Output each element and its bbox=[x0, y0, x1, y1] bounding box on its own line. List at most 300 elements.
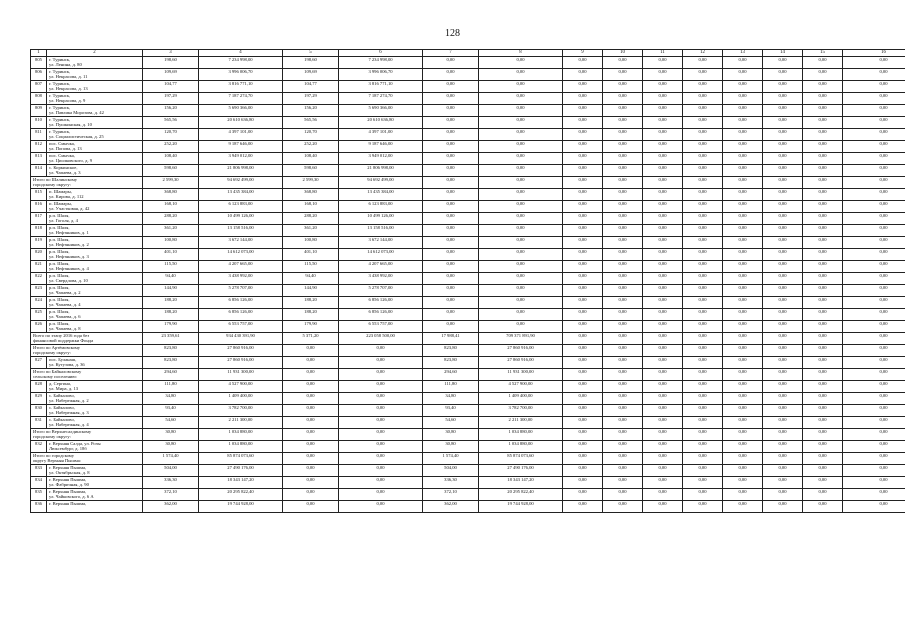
value-cell: 0,00 bbox=[843, 453, 905, 465]
value-cell: 0,00 bbox=[283, 417, 339, 429]
value-cell: 0,00 bbox=[763, 165, 803, 177]
value-cell: 0,00 bbox=[803, 69, 843, 81]
value-cell: 0,00 bbox=[843, 417, 905, 429]
value-cell: 0,00 bbox=[479, 261, 563, 273]
row-number: 815 bbox=[31, 189, 47, 201]
value-cell: 197,29 bbox=[143, 93, 199, 105]
house-address bbox=[47, 69, 143, 81]
column-number-header: 9 bbox=[563, 50, 603, 57]
value-cell: 0,00 bbox=[479, 189, 563, 201]
row-number: 833 bbox=[31, 465, 47, 477]
value-cell: 0,00 bbox=[603, 477, 643, 489]
value-cell: 0,00 bbox=[643, 429, 683, 441]
house-address bbox=[47, 405, 143, 417]
value-cell: 7 234 998,00 bbox=[339, 57, 423, 69]
value-cell: 0,00 bbox=[423, 213, 479, 225]
value-cell: 0,00 bbox=[763, 501, 803, 513]
value-cell: 0,00 bbox=[843, 261, 905, 273]
value-cell: 0,00 bbox=[643, 57, 683, 69]
value-cell: 0,00 bbox=[423, 165, 479, 177]
value-cell: 1 574,40 bbox=[423, 453, 479, 465]
address-line: ул. Чапаева, д. 3 bbox=[49, 170, 81, 176]
value-cell: 0,00 bbox=[423, 81, 479, 93]
row-number: 821 bbox=[31, 261, 47, 273]
value-cell: 0,00 bbox=[683, 309, 723, 321]
value-cell: 0,00 bbox=[803, 213, 843, 225]
row-number: 825 bbox=[31, 309, 47, 321]
value-cell: 0,00 bbox=[763, 381, 803, 393]
value-cell: 0,00 bbox=[803, 345, 843, 357]
house-address bbox=[47, 381, 143, 393]
value-cell: 0,00 bbox=[763, 213, 803, 225]
value-cell: 0,00 bbox=[563, 441, 603, 453]
value-cell: 0,00 bbox=[603, 405, 643, 417]
value-cell: 0,00 bbox=[479, 117, 563, 129]
address-line: ул. Чапаева, д. 2 bbox=[49, 290, 81, 296]
value-cell: 7 234 998,00 bbox=[199, 57, 283, 69]
value-cell: 30,80 bbox=[143, 441, 199, 453]
address-line: п. Шамары, bbox=[49, 201, 72, 206]
value-cell: 0,00 bbox=[603, 297, 643, 309]
value-cell: 0,00 bbox=[603, 465, 643, 477]
table-row bbox=[31, 165, 905, 177]
row-number: 823 bbox=[31, 285, 47, 297]
address-line: ул. Пушкинская, д. 10 bbox=[49, 122, 92, 128]
value-cell: 0,00 bbox=[723, 237, 763, 249]
value-cell: 0,00 bbox=[683, 441, 723, 453]
value-cell: 709 371 891,90 bbox=[479, 333, 563, 345]
column-number-header: 11 bbox=[643, 50, 683, 57]
value-cell: 288,20 bbox=[143, 213, 199, 225]
value-cell: 0,00 bbox=[479, 225, 563, 237]
value-cell: 0,00 bbox=[283, 345, 339, 357]
address-line: с. Байкалово, bbox=[49, 417, 75, 422]
row-number: 826 bbox=[31, 321, 47, 333]
value-cell: 93,40 bbox=[143, 405, 199, 417]
address-line: г. Туринск, bbox=[49, 105, 71, 110]
table-row bbox=[31, 417, 905, 429]
value-cell: 0,00 bbox=[339, 453, 423, 465]
value-cell: 3 438 992,00 bbox=[339, 273, 423, 285]
value-cell: 2 599,30 bbox=[283, 177, 339, 189]
value-cell: 0,00 bbox=[563, 309, 603, 321]
subtotal-row bbox=[31, 345, 905, 357]
value-cell: 156,20 bbox=[283, 105, 339, 117]
table-row bbox=[31, 57, 905, 69]
house-address bbox=[47, 357, 143, 369]
value-cell: 0,00 bbox=[479, 177, 563, 189]
value-cell: 0,00 bbox=[803, 153, 843, 165]
value-cell: 198,60 bbox=[143, 57, 199, 69]
value-cell: 0,00 bbox=[643, 285, 683, 297]
value-cell: 0,00 bbox=[643, 501, 683, 513]
value-cell: 0,00 bbox=[723, 213, 763, 225]
value-cell: 0,00 bbox=[339, 477, 423, 489]
value-cell: 6 553 757,00 bbox=[339, 321, 423, 333]
value-cell: 0,00 bbox=[563, 261, 603, 273]
value-cell: 0,00 bbox=[763, 201, 803, 213]
address-line: пос. Смычка, bbox=[49, 141, 75, 146]
value-cell: 0,00 bbox=[479, 249, 563, 261]
column-number-header: 15 bbox=[803, 50, 843, 57]
value-cell: 0,00 bbox=[563, 345, 603, 357]
row-number: 834 bbox=[31, 477, 47, 489]
value-cell: 0,00 bbox=[643, 189, 683, 201]
table-row bbox=[31, 489, 905, 501]
value-cell: 0,00 bbox=[563, 213, 603, 225]
value-cell: 10 499 126,00 bbox=[199, 213, 283, 225]
value-cell: 2 211 300,00 bbox=[479, 417, 563, 429]
value-cell: 0,00 bbox=[423, 69, 479, 81]
value-cell: 823,80 bbox=[423, 357, 479, 369]
value-cell: 0,00 bbox=[843, 285, 905, 297]
address-line: ул. Кирова, д. 112 bbox=[49, 194, 84, 200]
value-cell: 0,00 bbox=[563, 93, 603, 105]
row-number: 820 bbox=[31, 249, 47, 261]
value-cell: 0,00 bbox=[723, 261, 763, 273]
value-cell: 0,00 bbox=[723, 153, 763, 165]
value-cell: 0,00 bbox=[843, 213, 905, 225]
value-cell: 0,00 bbox=[563, 153, 603, 165]
value-cell: 0,00 bbox=[683, 57, 723, 69]
value-cell: 0,00 bbox=[683, 189, 723, 201]
value-cell: 0,00 bbox=[283, 477, 339, 489]
value-cell: 0,00 bbox=[763, 285, 803, 297]
value-cell: 0,00 bbox=[843, 321, 905, 333]
value-cell: 0,00 bbox=[803, 237, 843, 249]
value-cell: 54,60 bbox=[423, 417, 479, 429]
value-cell: 0,00 bbox=[683, 345, 723, 357]
house-address bbox=[47, 225, 143, 237]
subtotal-label-line: Итого по городскому bbox=[33, 453, 74, 458]
table-row bbox=[31, 249, 905, 261]
value-cell: 0,00 bbox=[479, 201, 563, 213]
value-cell: 100,80 bbox=[283, 237, 339, 249]
value-cell: 252,20 bbox=[143, 141, 199, 153]
column-number-header: 8 bbox=[479, 50, 563, 57]
value-cell: 0,00 bbox=[643, 393, 683, 405]
value-cell: 0,00 bbox=[339, 465, 423, 477]
value-cell: 362,00 bbox=[423, 501, 479, 513]
value-cell: 27 490 176,00 bbox=[199, 465, 283, 477]
value-cell: 0,00 bbox=[803, 393, 843, 405]
value-cell: 0,00 bbox=[723, 429, 763, 441]
value-cell: 109,69 bbox=[143, 69, 199, 81]
value-cell: 0,00 bbox=[843, 225, 905, 237]
value-cell: 0,00 bbox=[479, 153, 563, 165]
value-cell: 0,00 bbox=[643, 237, 683, 249]
house-address bbox=[47, 237, 143, 249]
column-number-header: 16 bbox=[843, 50, 905, 57]
value-cell: 0,00 bbox=[603, 237, 643, 249]
value-cell: 19 744 928,00 bbox=[199, 501, 283, 513]
address-line: р.п. Шаля, bbox=[49, 249, 70, 254]
subtotal-label bbox=[31, 429, 143, 441]
value-cell: 0,00 bbox=[843, 93, 905, 105]
value-cell: 0,00 bbox=[843, 165, 905, 177]
value-cell: 0,00 bbox=[803, 57, 843, 69]
value-cell: 188,20 bbox=[283, 297, 339, 309]
address-line: ул. Нефтяников, д. 3 bbox=[49, 254, 89, 260]
subtotal-label-line: Итого по Верхнесалдинскому bbox=[33, 429, 92, 434]
value-cell: 0,00 bbox=[803, 501, 843, 513]
value-cell: 0,00 bbox=[803, 201, 843, 213]
address-line: р.п. Шаля, bbox=[49, 237, 70, 242]
value-cell: 0,00 bbox=[683, 321, 723, 333]
value-cell: 0,00 bbox=[563, 69, 603, 81]
value-cell: 0,00 bbox=[803, 477, 843, 489]
house-address bbox=[47, 297, 143, 309]
value-cell: 4 527 900,00 bbox=[199, 381, 283, 393]
value-cell: 0,00 bbox=[283, 381, 339, 393]
value-cell: 0,00 bbox=[723, 309, 763, 321]
value-cell: 0,00 bbox=[803, 333, 843, 345]
address-line: г. Туринск, bbox=[49, 93, 71, 98]
value-cell: 0,00 bbox=[763, 441, 803, 453]
value-cell: 0,00 bbox=[803, 189, 843, 201]
value-cell: 0,00 bbox=[763, 297, 803, 309]
table-row bbox=[31, 189, 905, 201]
value-cell: 0,00 bbox=[723, 381, 763, 393]
address-line: пос. Смычка, bbox=[49, 153, 75, 158]
value-cell: 6 856 126,00 bbox=[199, 309, 283, 321]
house-address bbox=[47, 285, 143, 297]
value-cell: 18 343 147,20 bbox=[479, 477, 563, 489]
house-address bbox=[47, 201, 143, 213]
value-cell: 27 860 916,00 bbox=[479, 345, 563, 357]
value-cell: 0,00 bbox=[643, 249, 683, 261]
value-cell: 1 409 400,00 bbox=[199, 393, 283, 405]
address-line: р.п. Шаля, bbox=[49, 285, 70, 290]
value-cell: 0,00 bbox=[843, 237, 905, 249]
value-cell: 0,00 bbox=[843, 393, 905, 405]
value-cell: 0,00 bbox=[843, 381, 905, 393]
value-cell: 188,20 bbox=[143, 297, 199, 309]
value-cell: 0,00 bbox=[423, 321, 479, 333]
value-cell: 0,00 bbox=[723, 57, 763, 69]
subtotal-label-line: округу Верхняя Пышма: bbox=[33, 458, 82, 464]
value-cell: 0,00 bbox=[803, 225, 843, 237]
value-cell: 0,00 bbox=[723, 393, 763, 405]
value-cell: 0,00 bbox=[763, 189, 803, 201]
value-cell: 0,00 bbox=[603, 321, 643, 333]
value-cell: 3 996 006,70 bbox=[199, 69, 283, 81]
value-cell: 0,00 bbox=[563, 129, 603, 141]
house-address bbox=[47, 213, 143, 225]
subtotal-row bbox=[31, 453, 905, 465]
value-cell: 0,00 bbox=[563, 81, 603, 93]
page-number: 128 bbox=[445, 28, 460, 39]
subtotal-row bbox=[31, 429, 905, 441]
value-cell: 0,00 bbox=[603, 309, 643, 321]
address-line: ул. Ленина, д. 80 bbox=[49, 62, 82, 68]
value-cell: 0,00 bbox=[643, 345, 683, 357]
value-cell: 294,60 bbox=[143, 369, 199, 381]
value-cell: 34,80 bbox=[423, 393, 479, 405]
row-number: 809 bbox=[31, 105, 47, 117]
value-cell: 0,00 bbox=[603, 105, 643, 117]
value-cell: 0,00 bbox=[683, 105, 723, 117]
value-cell: 0,00 bbox=[843, 189, 905, 201]
table-row bbox=[31, 405, 905, 417]
table-row bbox=[31, 213, 905, 225]
address-line: ул. Некрасова, д. 13 bbox=[49, 86, 88, 92]
value-cell: 115,50 bbox=[143, 261, 199, 273]
address-line: г. Верхняя Пышма, bbox=[49, 489, 87, 494]
table-row bbox=[31, 285, 905, 297]
address-line: ул. Набережная, д. 3 bbox=[49, 410, 89, 416]
value-cell: 0,00 bbox=[563, 405, 603, 417]
value-cell: 0,00 bbox=[479, 105, 563, 117]
value-cell: 0,00 bbox=[763, 177, 803, 189]
row-number: 808 bbox=[31, 93, 47, 105]
table-row bbox=[31, 501, 905, 513]
value-cell: 0,00 bbox=[339, 381, 423, 393]
value-cell: 94 692 499,00 bbox=[339, 177, 423, 189]
value-cell: 0,00 bbox=[803, 177, 843, 189]
value-cell: 0,00 bbox=[843, 57, 905, 69]
value-cell: 0,00 bbox=[763, 393, 803, 405]
table-row bbox=[31, 117, 905, 129]
value-cell: 13 435 384,00 bbox=[199, 189, 283, 201]
value-cell: 0,00 bbox=[683, 429, 723, 441]
subtotal-label-line: городскому округу: bbox=[33, 350, 71, 356]
address-line: ул. Некрасова, д. 11 bbox=[49, 74, 88, 80]
value-cell: 0,00 bbox=[283, 393, 339, 405]
value-cell: 3 996 006,70 bbox=[339, 69, 423, 81]
value-cell: 20 610 636,80 bbox=[199, 117, 283, 129]
value-cell: 20 295 822,40 bbox=[479, 489, 563, 501]
value-cell: 3 672 144,00 bbox=[339, 237, 423, 249]
value-cell: 0,00 bbox=[803, 417, 843, 429]
value-cell: 7 187 274,70 bbox=[199, 93, 283, 105]
value-cell: 0,00 bbox=[763, 345, 803, 357]
value-cell: 0,00 bbox=[683, 177, 723, 189]
address-line: с. Коркинское, bbox=[49, 165, 78, 170]
value-cell: 0,00 bbox=[803, 321, 843, 333]
value-cell: 0,00 bbox=[683, 357, 723, 369]
value-cell: 0,00 bbox=[763, 237, 803, 249]
value-cell: 0,00 bbox=[603, 357, 643, 369]
value-cell: 0,00 bbox=[283, 369, 339, 381]
value-cell: 0,00 bbox=[803, 141, 843, 153]
value-cell: 0,00 bbox=[683, 477, 723, 489]
address-line: ул. Нефтяников, д. 4 bbox=[49, 266, 89, 272]
value-cell: 0,00 bbox=[843, 201, 905, 213]
address-line: ул. Гоголя, д. 4 bbox=[49, 218, 78, 224]
address-line: ул. Некрасова, д. 9 bbox=[49, 98, 86, 104]
subtotal-label-line: Итого по Шалинскому bbox=[33, 177, 78, 182]
value-cell: 20 610 636,80 bbox=[339, 117, 423, 129]
value-cell: 372,10 bbox=[423, 489, 479, 501]
house-address bbox=[47, 417, 143, 429]
value-cell: 361,20 bbox=[143, 225, 199, 237]
value-cell: 0,00 bbox=[643, 321, 683, 333]
row-number: 828 bbox=[31, 381, 47, 393]
value-cell: 3 816 771,10 bbox=[339, 81, 423, 93]
value-cell: 156,20 bbox=[143, 105, 199, 117]
value-cell: 0,00 bbox=[763, 333, 803, 345]
value-cell: 54,60 bbox=[143, 417, 199, 429]
address-line: ул. Чапаева, д. 4 bbox=[49, 302, 81, 308]
value-cell: 0,00 bbox=[803, 81, 843, 93]
address-line: ул. Набережная, д. 2 bbox=[49, 398, 89, 404]
value-cell: 0,00 bbox=[283, 465, 339, 477]
house-address bbox=[47, 273, 143, 285]
value-cell: 3 782 700,00 bbox=[199, 405, 283, 417]
address-line: ул. Чайковского, д. 6 А bbox=[49, 494, 94, 500]
value-cell: 0,00 bbox=[763, 429, 803, 441]
address-line: ул. Свердлова, д. 10 bbox=[49, 278, 88, 284]
address-line: ул. Циолковского, д. 9 bbox=[49, 158, 93, 164]
subtotal-label-line: Всего по этапу 2016 года без bbox=[33, 333, 90, 338]
value-cell: 0,00 bbox=[683, 285, 723, 297]
row-number: 811 bbox=[31, 129, 47, 141]
value-cell: 13 435 384,00 bbox=[339, 189, 423, 201]
value-cell: 0,00 bbox=[723, 105, 763, 117]
value-cell: 0,00 bbox=[563, 393, 603, 405]
value-cell: 0,00 bbox=[723, 225, 763, 237]
value-cell: 0,00 bbox=[339, 369, 423, 381]
value-cell: 0,00 bbox=[603, 81, 643, 93]
value-cell: 0,00 bbox=[723, 81, 763, 93]
value-cell: 27 860 916,00 bbox=[199, 357, 283, 369]
value-cell: 0,00 bbox=[683, 261, 723, 273]
value-cell: 294,60 bbox=[423, 369, 479, 381]
value-cell: 0,00 bbox=[723, 453, 763, 465]
value-cell: 0,00 bbox=[643, 201, 683, 213]
value-cell: 0,00 bbox=[843, 117, 905, 129]
subtotal-row bbox=[31, 369, 905, 381]
value-cell: 0,00 bbox=[563, 477, 603, 489]
value-cell: 0,00 bbox=[683, 417, 723, 429]
value-cell: 85 874 073,60 bbox=[199, 453, 283, 465]
value-cell: 0,00 bbox=[763, 93, 803, 105]
address-line: д. Сергина, bbox=[49, 381, 72, 386]
house-address bbox=[47, 321, 143, 333]
value-cell: 0,00 bbox=[763, 225, 803, 237]
value-cell: 0,00 bbox=[723, 357, 763, 369]
value-cell: 372,10 bbox=[143, 489, 199, 501]
value-cell: 30,80 bbox=[423, 429, 479, 441]
value-cell: 13 158 516,00 bbox=[199, 225, 283, 237]
value-cell: 0,00 bbox=[643, 465, 683, 477]
value-cell: 100,80 bbox=[143, 237, 199, 249]
value-cell: 9 187 646,00 bbox=[339, 141, 423, 153]
row-number: 812 bbox=[31, 141, 47, 153]
value-cell: 0,00 bbox=[843, 345, 905, 357]
row-number: 814 bbox=[31, 165, 47, 177]
value-cell: 0,00 bbox=[603, 369, 643, 381]
value-cell: 0,00 bbox=[683, 453, 723, 465]
value-cell: 0,00 bbox=[683, 465, 723, 477]
address-line: г. Верхняя Пышма, bbox=[49, 465, 87, 470]
value-cell: 0,00 bbox=[603, 93, 643, 105]
value-cell: 0,00 bbox=[723, 189, 763, 201]
value-cell: 14 612 073,00 bbox=[339, 249, 423, 261]
value-cell: 5 278 707,00 bbox=[199, 285, 283, 297]
value-cell: 0,00 bbox=[643, 273, 683, 285]
value-cell: 0,00 bbox=[843, 105, 905, 117]
value-cell: 0,00 bbox=[803, 357, 843, 369]
row-number: 810 bbox=[31, 117, 47, 129]
value-cell: 0,00 bbox=[803, 105, 843, 117]
value-cell: 565,56 bbox=[143, 117, 199, 129]
value-cell: 0,00 bbox=[643, 489, 683, 501]
value-cell: 0,00 bbox=[643, 369, 683, 381]
value-cell: 0,00 bbox=[803, 165, 843, 177]
address-line: ул. Павлика Морозова, д. 42 bbox=[49, 110, 104, 116]
